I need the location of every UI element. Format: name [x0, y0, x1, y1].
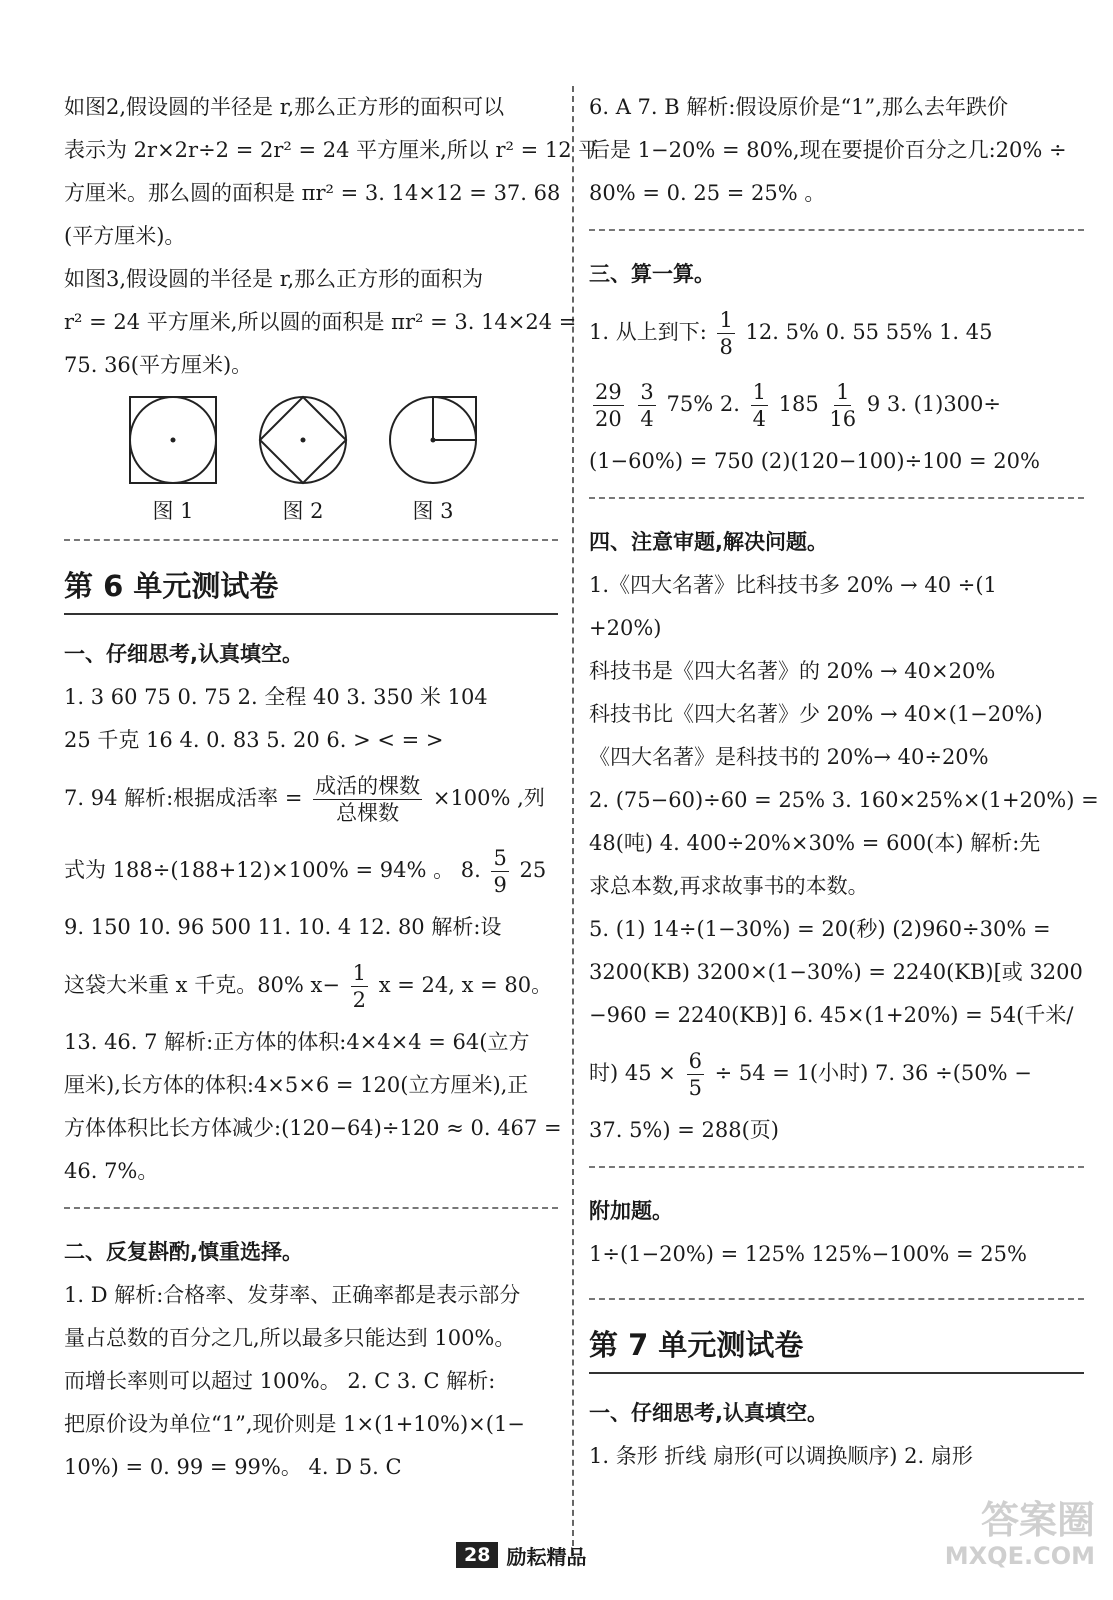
- fraction-denominator: 8: [719, 335, 733, 359]
- section1-heading: 一、仔细思考,认真填空。: [589, 1401, 828, 1425]
- unit6-title: 第 6 单元测试卷: [64, 563, 558, 615]
- answer-line: 量占总数的百分之几,所以最多只能达到 100%。: [64, 1326, 516, 1350]
- right-column: [589, 86, 1099, 1478]
- left-column: [64, 86, 600, 1489]
- text-span: 75% 2.: [666, 392, 740, 416]
- answer-line: 5. (1) 14÷(1−30%) = 20(秒) (2)960÷30% =: [589, 917, 1051, 941]
- answer-line: 后是 1−20% = 80%,现在要提价百分之几:20% ÷: [589, 138, 1067, 162]
- answer-line: 科技书是《四大名著》的 20% → 40×20%: [589, 659, 996, 683]
- q12-line: [64, 949, 558, 1021]
- answer-line: 25 千克 16 4. 0. 83 5. 20 6. > < = >: [64, 728, 444, 752]
- divider: [64, 539, 558, 541]
- answer-line: 9. 150 10. 96 500 11. 10. 4 12. 80 解析:设: [64, 915, 502, 939]
- fraction-denominator: 9: [493, 873, 507, 897]
- answer-line: 80% = 0. 25 = 25% 。: [589, 181, 826, 205]
- fraction: [717, 307, 734, 360]
- fraction: [313, 773, 422, 826]
- answer-line: 1. 条形 折线 扇形(可以调换顺序) 2. 扇形: [589, 1444, 973, 1468]
- text-line: 方厘米。那么圆的面积是 πr² = 3. 14×12 = 37. 68: [64, 181, 561, 205]
- fraction: [351, 960, 368, 1013]
- text-line: (平方厘米)。: [64, 224, 186, 248]
- section3-heading: 三、算一算。: [589, 262, 715, 286]
- fraction: [751, 379, 768, 432]
- fraction: [829, 379, 856, 432]
- square-in-circle-diagram: [258, 395, 348, 485]
- answer-line: 1. 3 60 75 0. 75 2. 全程 40 3. 350 米 104: [64, 685, 488, 709]
- answer-line: 46. 7%。: [64, 1159, 159, 1183]
- text-span: ÷ 54 = 1(小时) 7. 36 ÷(50% −: [714, 1061, 1032, 1085]
- watermark-text: 答案圈: [980, 1498, 1095, 1542]
- q7-line: [64, 762, 558, 834]
- text-span: 7. 94 解析:根据成活率 =: [64, 786, 303, 810]
- figure-2: [258, 395, 348, 525]
- text-span: ×100% ,列: [432, 786, 545, 810]
- fraction-numerator: 6: [688, 1049, 702, 1073]
- text-span: 时) 45 ×: [589, 1061, 676, 1085]
- answer-line: +20%): [589, 616, 662, 640]
- text-span: 这袋大米重 x 千克。80% x−: [64, 973, 340, 997]
- divider: [589, 1166, 1084, 1168]
- fraction-numerator: 1: [836, 380, 850, 404]
- section2-heading: 二、反复斟酌,慎重选择。: [64, 1240, 303, 1264]
- answer-line: 方体体积比长方体减少:(120−64)÷120 ≈ 0. 467 =: [64, 1116, 562, 1140]
- divider: [589, 229, 1084, 231]
- answer-line: 科技书比《四大名著》少 20% → 40×(1−20%): [589, 702, 1043, 726]
- figures-row: [128, 395, 558, 525]
- fraction-denominator: 20: [595, 407, 622, 431]
- section4-heading: 四、注意审题,解决问题。: [589, 530, 828, 554]
- calc-line-1: [589, 296, 1084, 368]
- fraction-numerator: 3: [640, 380, 654, 404]
- figure-caption: 图 1: [152, 499, 194, 523]
- circle-in-square-diagram: [128, 395, 218, 485]
- answer-line: 6. A 7. B 解析:假设原价是“1”,那么去年跌价: [589, 95, 1008, 119]
- divider: [64, 1207, 558, 1209]
- q8-line: [64, 834, 558, 906]
- divider: [589, 1298, 1084, 1300]
- text-span: 9 3. (1)300÷: [866, 392, 1002, 416]
- fraction: [638, 379, 655, 432]
- calc-line-2: [589, 368, 1084, 440]
- fraction: [491, 845, 508, 898]
- fraction-numerator: 1: [352, 961, 367, 985]
- answer-line: 1. D 解析:合格率、发芽率、正确率都是表示部分: [64, 1283, 521, 1307]
- text-line: r² = 24 平方厘米,所以圆的面积是 πr² = 3. 14×24 =: [64, 310, 577, 334]
- answer-line: −960 = 2240(KB)] 6. 45×(1+20%) = 54(千米/: [589, 1003, 1074, 1027]
- answer-line: 48(吨) 4. 400÷20%×30% = 600(本) 解析:先: [589, 831, 1041, 855]
- fraction: [593, 379, 624, 432]
- text-span: x = 24, x = 80。: [378, 973, 553, 997]
- fig3-explanation: [64, 258, 577, 387]
- answer-line: 13. 46. 7 解析:正方体的体积:4×4×4 = 64(立方: [64, 1030, 530, 1054]
- answer-line: 37. 5%) = 288(页): [589, 1118, 779, 1142]
- section1-heading: 一、仔细思考,认真填空。: [64, 642, 303, 666]
- fraction-numerator: 1: [752, 380, 766, 404]
- answer-line: 而增长率则可以超过 100%。 2. C 3. C 解析:: [64, 1369, 496, 1393]
- column-divider: [572, 86, 574, 1556]
- fraction: [687, 1048, 704, 1101]
- answer-line: 10%) = 0. 99 = 99%。 4. D 5. C: [64, 1455, 402, 1479]
- answer-line: 求总本数,再求故事书的本数。: [589, 874, 869, 898]
- answer-line: 厘米),长方体的体积:4×5×6 = 120(立方厘米),正: [64, 1073, 529, 1097]
- figure-caption: 图 3: [412, 499, 454, 523]
- answer-line: (1−60%) = 750 (2)(120−100)÷100 = 20%: [589, 449, 1040, 473]
- fraction-denominator: 4: [640, 407, 654, 431]
- page-number: 28: [456, 1542, 498, 1568]
- watermark-url: MXQE.COM: [944, 1542, 1095, 1570]
- text-line: 表示为 2r×2r÷2 = 2r² = 24 平方厘米,所以 r² = 12 平: [64, 138, 600, 162]
- answer-line: 《四大名著》是科技书的 20%→ 40÷20%: [589, 745, 989, 769]
- brand-name: 励耘精品: [506, 1544, 587, 1569]
- answer-line: 1.《四大名著》比科技书多 20% → 40 ÷(1: [589, 573, 997, 597]
- text-line: 75. 36(平方厘米)。: [64, 353, 253, 377]
- figure-3: [388, 395, 478, 525]
- fraction-numerator: 5: [493, 846, 507, 870]
- fraction-numerator: 29: [595, 380, 622, 404]
- watermark: [945, 1498, 1095, 1570]
- fraction-denominator: 总棵数: [336, 801, 400, 825]
- text-span: 185: [778, 392, 819, 416]
- figure-caption: 图 2: [282, 499, 324, 523]
- text-line: 如图3,假设圆的半径是 r,那么正方形的面积为: [64, 267, 484, 291]
- fig2-explanation: [64, 86, 600, 258]
- text-line: 如图2,假设圆的半径是 r,那么正方形的面积可以: [64, 95, 505, 119]
- extra-heading: 附加题。: [589, 1199, 673, 1223]
- answer-line: 3200(KB) 3200×(1−30%) = 2240(KB)[或 3200: [589, 960, 1083, 984]
- fraction-denominator: 5: [688, 1076, 702, 1100]
- fraction-denominator: 4: [752, 407, 766, 431]
- figure-1: [128, 395, 218, 525]
- text-span: 式为 188÷(188+12)×100% = 94% 。 8.: [64, 858, 481, 882]
- page-footer: [456, 1538, 676, 1572]
- text-span: 1. 从上到下:: [589, 320, 707, 344]
- fraction-denominator: 2: [352, 988, 367, 1012]
- fraction-denominator: 16: [829, 407, 857, 431]
- divider: [589, 497, 1084, 499]
- answer-line: 1÷(1−20%) = 125% 125%−100% = 25%: [589, 1242, 1027, 1266]
- text-span: 25: [519, 858, 547, 882]
- answer-line: 2. (75−60)÷60 = 25% 3. 160×25%×(1+20%) =: [589, 788, 1099, 812]
- unit7-title: 第 7 单元测试卷: [589, 1322, 1084, 1374]
- fraction-numerator: 1: [719, 308, 733, 332]
- quarter-square-circle-diagram: [388, 395, 478, 485]
- answer-line: 把原价设为单位“1”,现价则是 1×(1+10%)×(1−: [64, 1412, 525, 1436]
- fraction-numerator: 成活的棵数: [315, 774, 421, 798]
- text-span: 12. 5% 0. 55 55% 1. 45: [745, 320, 993, 344]
- q6-line: [589, 1037, 1084, 1109]
